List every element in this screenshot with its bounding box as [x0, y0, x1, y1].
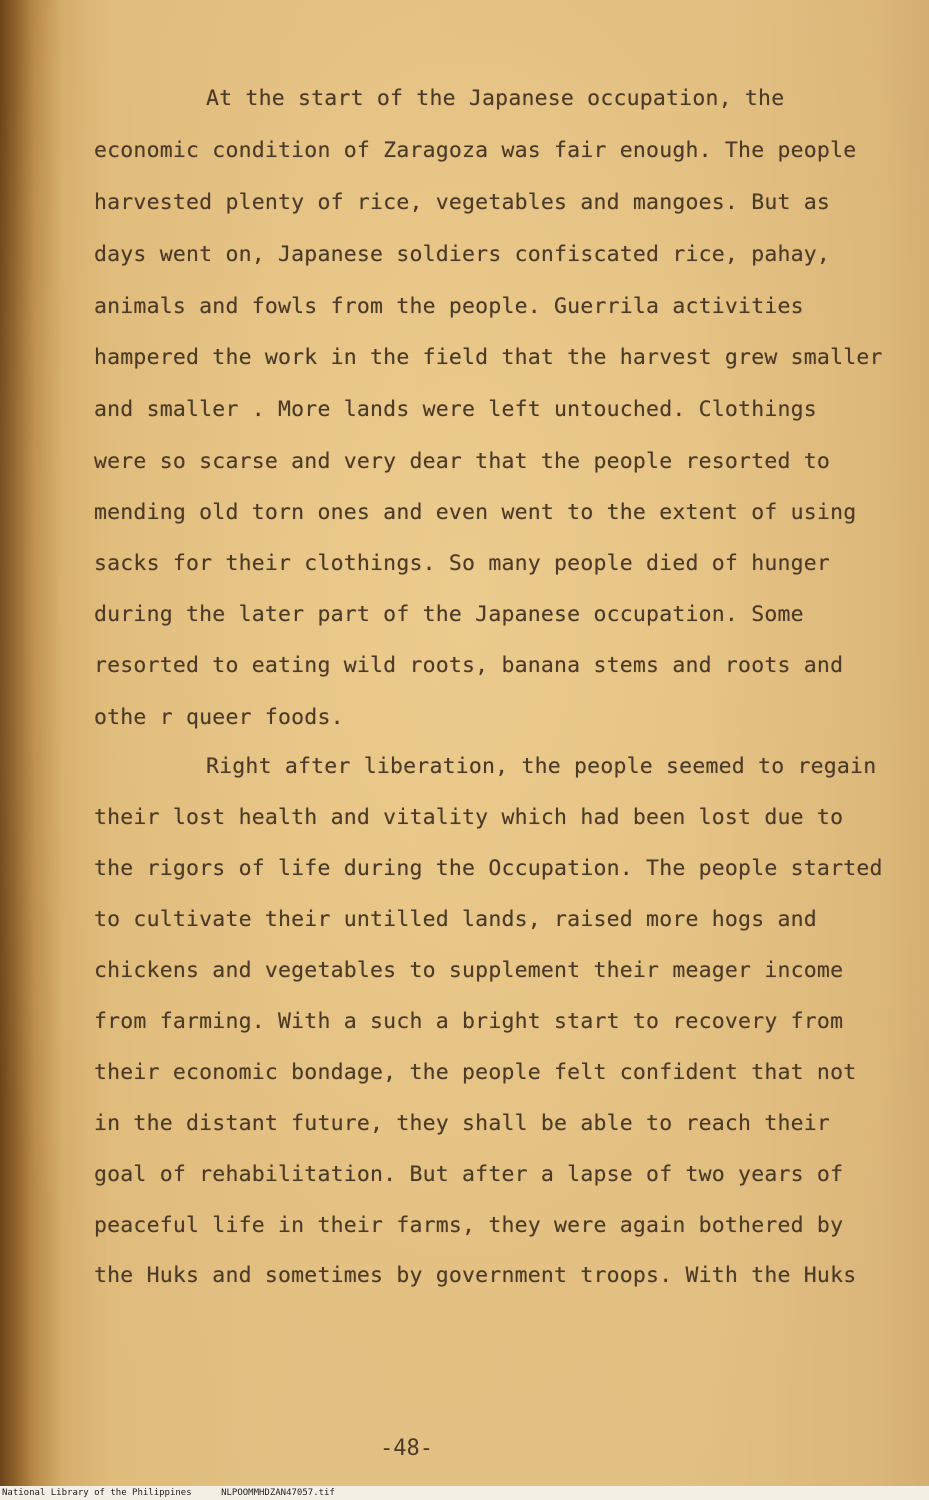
text-line: resorted to eating wild roots, banana stems and roots and	[94, 653, 844, 678]
text-line: economic condition of Zaragoza was fair enough. The people	[94, 138, 857, 163]
text-line: days went on, Japanese soldiers confiscated rice, pahay,	[94, 242, 831, 267]
text-line: peaceful life in their farms, they were again bothered by	[94, 1213, 844, 1238]
text-line: At the start of the Japanese occupation, the	[206, 86, 785, 111]
text-line: and smaller . More lands were left untouched. Clothings	[94, 397, 817, 422]
text-line: Right after liberation, the people seemed to regain	[206, 754, 877, 779]
scan-footer	[0, 1486, 929, 1500]
text-line: chickens and vegetables to supplement their meager income	[94, 958, 844, 983]
footer-file-id: NLPOOMMHDZAN47057.tif	[221, 1488, 335, 1498]
text-line: from farming. With a such a bright start to recovery from	[94, 1009, 844, 1034]
text-line: othe r queer foods.	[94, 705, 344, 730]
text-line: the rigors of life during the Occupation. The people started	[94, 856, 883, 881]
text-line: mending old torn ones and even went to the extent of using	[94, 500, 857, 525]
text-line: their economic bondage, the people felt confident that not	[94, 1060, 857, 1085]
page-number: -48-	[380, 1436, 433, 1461]
text-line: hampered the work in the field that the harvest grew smaller	[94, 345, 883, 370]
text-line: their lost health and vitality which had been lost due to	[94, 805, 844, 830]
text-line: were so scarse and very dear that the people resorted to	[94, 449, 831, 474]
text-line: goal of rehabilitation. But after a lapse of two years of	[94, 1162, 844, 1187]
text-line: animals and fowls from the people. Guerrila activities	[94, 294, 804, 319]
text-line: during the later part of the Japanese occupation. Some	[94, 602, 804, 627]
text-line: sacks for their clothings. So many people died of hunger	[94, 551, 831, 576]
footer-library: National Library of the Philippines	[2, 1488, 192, 1498]
text-line: harvested plenty of rice, vegetables and mangoes. But as	[94, 190, 831, 215]
text-line: to cultivate their untilled lands, raised more hogs and	[94, 907, 817, 932]
text-line: in the distant future, they shall be able to reach their	[94, 1111, 831, 1136]
text-line: the Huks and sometimes by government troops. With the Huks	[94, 1263, 857, 1288]
